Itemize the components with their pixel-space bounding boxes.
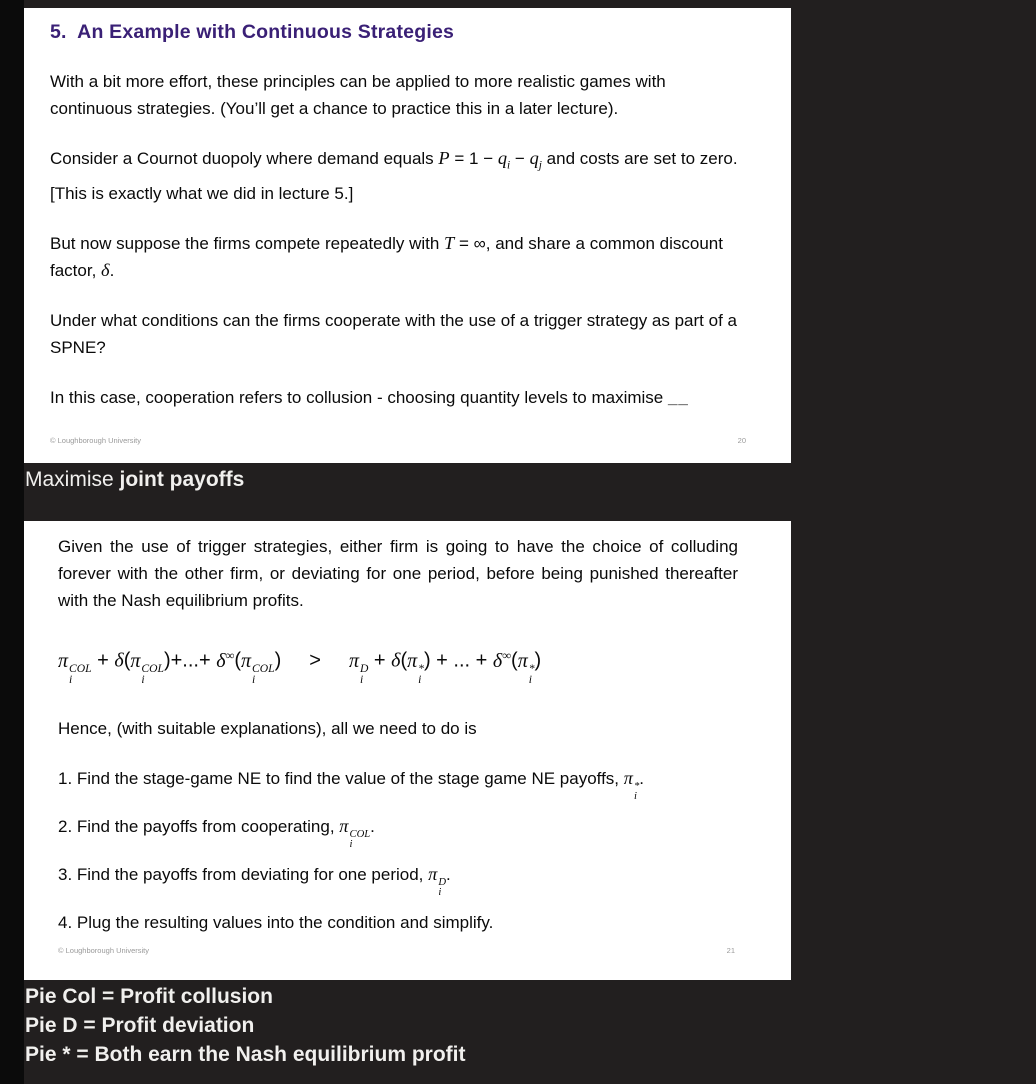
slide1-paragraph-5: In this case, cooperation refers to collusion - choosing quantity levels to maximise __ <box>50 387 689 407</box>
slide-title: 5. An Example with Continuous Strategies <box>50 21 455 43</box>
annotation-regular-text: Maximise <box>25 468 120 491</box>
slide1-paragraph-1: With a bit more effort, these principles can be applied to more realistic games with continuous strategies. (You’ll get a chance to practice this in a later lecture). <box>50 72 666 118</box>
page-number: 21 <box>726 946 735 955</box>
step-1: 1. Find the stage-game NE to find the value of the stage game NE payoffs, π * i . <box>58 767 644 802</box>
annotation-pie-definitions <box>25 982 465 1069</box>
slide1-footer <box>24 436 791 463</box>
step-2: 2. Find the payoffs from cooperating, π COL i . <box>58 815 375 850</box>
annotation-bold-text: joint payoffs <box>119 468 245 491</box>
slide2-steps-list <box>58 765 738 936</box>
left-margin-strip <box>0 0 24 1084</box>
pie-d-definition: Pie D = Profit deviation <box>25 1014 255 1037</box>
annotation-maximise-joint-payoffs <box>25 465 244 494</box>
copyright-notice: © Loughborough University <box>50 436 141 445</box>
slide1-paragraph-4: Under what conditions can the firms cooperate with the use of a trigger strategy as part of a SPNE? <box>50 310 737 357</box>
slide1-paragraph-2: Consider a Cournot duopoly where demand equals $P = 1 - q_i - q_j$ and costs are set to zero. [This is exactly what we did in lecture 5.] <box>50 148 738 203</box>
slide2-intro-paragraph: Given the use of trigger strategies, either firm is going to have the choice of colluding forever with the other firm, or deviating for one period, before being punished thereafter with the Nash equilibrium profits. <box>58 537 738 610</box>
pie-star-definition: Pie * = Both earn the Nash equilibrium profit <box>25 1043 466 1066</box>
slide2-hence-line: Hence, (with suitable explanations), all we need to do is <box>58 718 477 738</box>
step-3: 3. Find the payoffs from deviating for one period, π D i . <box>58 863 451 898</box>
slide-page-20 <box>24 8 791 463</box>
pie-col-definition: Pie Col = Profit collusion <box>25 985 273 1008</box>
incentive-constraint-formula: π COL i + δ(π COL i )+...+ δ∞(π COL i ) > π D i + δ(π * i ) + ... + δ∞(π * i ) <box>58 648 542 686</box>
step-4: 4. Plug the resulting values into the condition and simplify. <box>58 912 494 932</box>
slide-page-21 <box>24 521 791 980</box>
slide1-paragraph-3: But now suppose the firms compete repeatedly with T = ∞, and share a common discount factor, δ. <box>50 232 723 280</box>
page-number: 20 <box>737 436 746 445</box>
copyright-notice: © Loughborough University <box>58 946 149 955</box>
slide2-footer <box>24 946 791 980</box>
